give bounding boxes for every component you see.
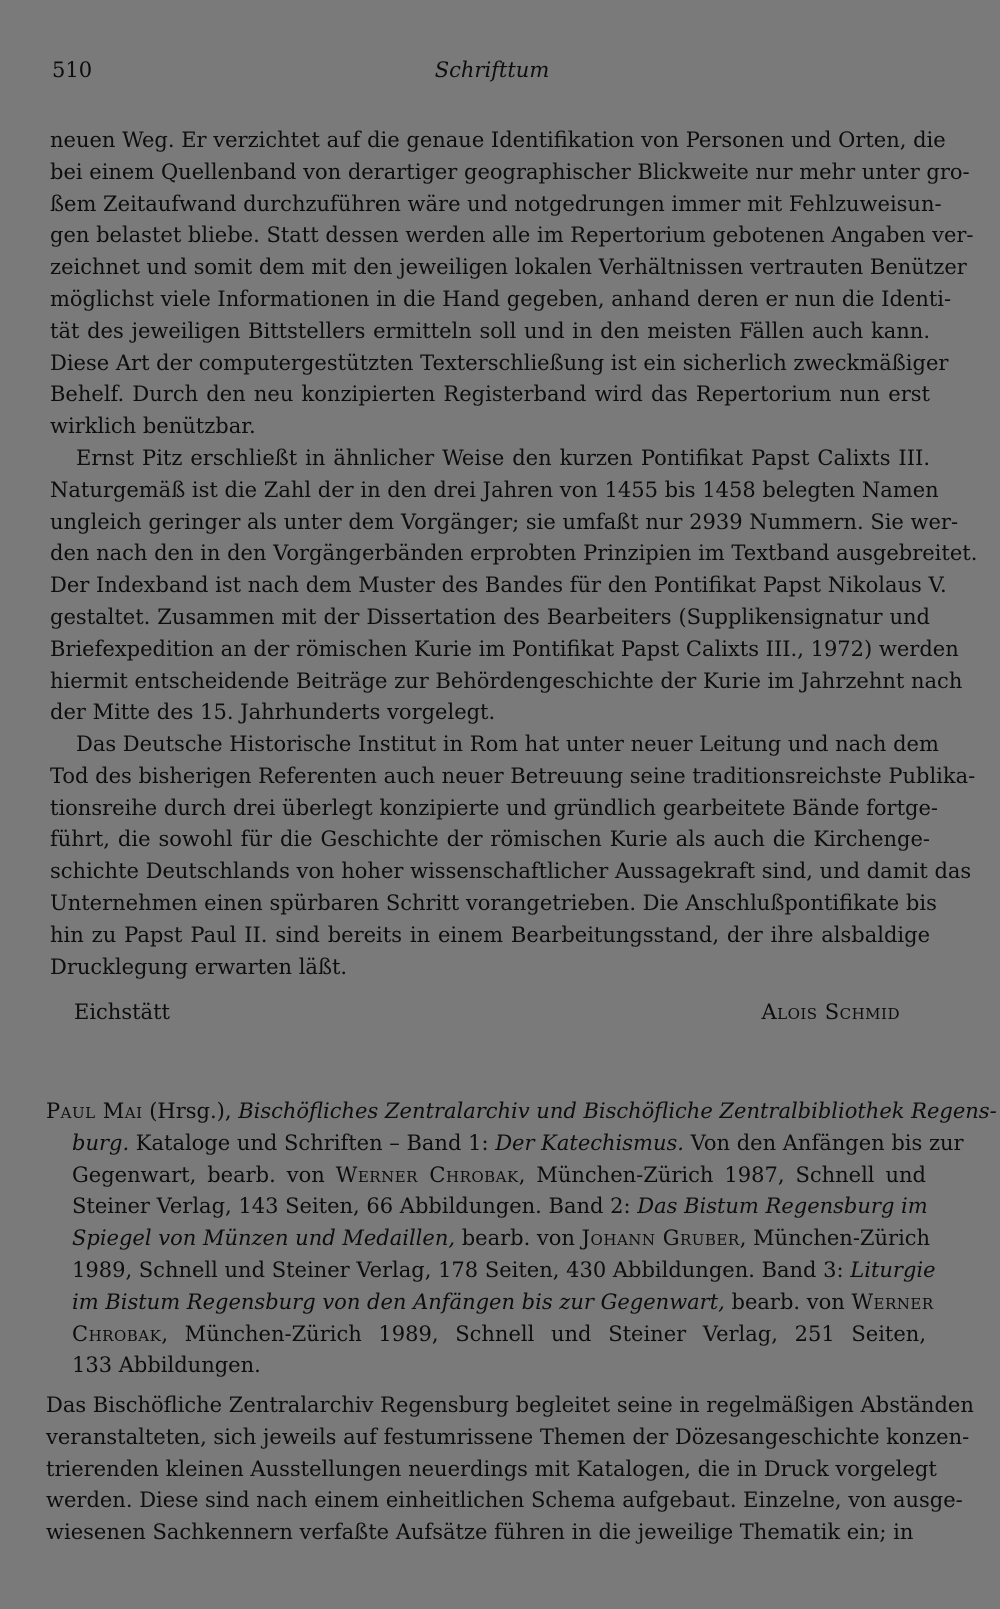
body-paragraph (50, 125, 974, 443)
text-line: Drucklegung erwarten läßt. (50, 954, 348, 979)
text-line: hin zu Papst Paul II. sind bereits in einem Bearbeitungsstand, der ihre alsbaldige (50, 922, 930, 947)
text-line: ßem Zeitaufwand durchzuführen wäre und notgedrungen immer mit Fehlzuweisun- (50, 191, 942, 216)
bib-text: Gegenwart, bearb. von (72, 1162, 336, 1187)
text-line: trierenden kleinen Ausstellungen neuerdings mit Katalogen, die in Druck vorgelegt (46, 1456, 937, 1481)
text-line: bei einem Quellenband von derartiger geographischer Blickweite nur mehr unter gro- (50, 159, 970, 184)
bib-text: , München-Zürich (739, 1226, 931, 1251)
bib-line (46, 1319, 926, 1351)
text-line: zeichnet und somit dem mit den jeweiligen lokalen Verhältnissen vertrauten Benützer (50, 255, 967, 280)
work-title: im Bistum Regensburg von den Anfängen bis zur Gegenwart, (72, 1289, 725, 1314)
text-line: der Mitte des 15. Jahrhunderts vorgelegt. (50, 700, 496, 725)
text-line: Das Deutsche Historische Institut in Rom hat unter neuer Leitung und nach dem (76, 732, 939, 756)
text-line: werden. Diese sind nach einem einheitlichen Schema aufgebaut. Einzelne, von ausge- (46, 1488, 963, 1513)
bib-text: Kataloge und Schriften – Band 1: (129, 1130, 496, 1155)
text-line: den nach den in den Vorgängerbänden erprobten Prinzipien im Textband ausgebreitet. (50, 541, 978, 566)
text-line: hiermit entscheidende Beiträge zur Behördengeschichte der Kurie im Jahrzehnt nach (50, 668, 963, 693)
bib-line (46, 1223, 931, 1255)
bib-text: , München-Zürich 1987, Schnell und (518, 1162, 926, 1187)
page-number: 510 (52, 58, 93, 82)
text-line: tionsreihe durch drei überlegt konzipierte und gründlich gearbeitete Bände fortge- (50, 795, 938, 820)
body-paragraph (50, 729, 976, 983)
text-line: veranstalteten, sich jeweils auf festumrissene Themen der Dözesangeschichte konzen- (46, 1424, 970, 1449)
signature-place: Eichstätt (74, 1000, 170, 1024)
author-name: Chrobak (72, 1321, 162, 1346)
author-name: Paul Mai (46, 1099, 143, 1123)
bib-line (46, 1096, 997, 1128)
text-line: wirklich benützbar. (50, 414, 256, 439)
body-paragraph (46, 1390, 974, 1549)
text-line: Unternehmen einen spürbaren Schritt vorangetrieben. Die Anschlußpontifikate bis (50, 890, 937, 915)
body-paragraph (50, 443, 978, 729)
text-line: Naturgemäß ist die Zahl der in den drei Jahren von 1455 bis 1458 belegten Namen (50, 477, 939, 502)
work-title: Das Bistum Regensburg im (637, 1194, 928, 1219)
text-line: Tod des bisherigen Referenten auch neuer Betreuung seine traditionsreichste Publika- (50, 763, 976, 788)
text-line: führt, die sowohl für die Geschichte der römischen Kurie als auch die Kirchenge- (50, 827, 930, 852)
text-line: Behelf. Durch den neu konzipierten Registerband wird das Repertorium nun erst (50, 382, 930, 407)
running-head: Schrifttum (434, 58, 550, 82)
bib-text: Von den Anfängen bis zur (683, 1130, 964, 1155)
signature-author: Alois Schmid (761, 1000, 900, 1024)
author-name: Werner (851, 1289, 934, 1314)
bibliographic-entry (46, 1096, 997, 1382)
bib-line (46, 1350, 926, 1382)
bib-text: Steiner Verlag, 143 Seiten, 66 Abbildungen. Band 2: (72, 1194, 638, 1219)
bib-line (46, 1191, 926, 1223)
work-title: Bischöfliches Zentralarchiv und Bischöfliche Zentralbibliothek Regens- (238, 1099, 997, 1123)
text-line: Diese Art der computergestützten Texterschließung ist ein sicherlich zweckmäßiger (50, 350, 949, 375)
text-line: schichte Deutschlands von hoher wissenschaftlicher Aussagekraft sind, und damit das (50, 859, 972, 884)
author-name: Johann Gruber (581, 1226, 740, 1251)
bib-line (46, 1160, 926, 1192)
author-name: Werner Chrobak (335, 1162, 519, 1187)
text-line: gen belastet bliebe. Statt dessen werden alle im Repertorium gebotenen Angaben ver- (50, 223, 974, 248)
text-line: möglichst viele Informationen in die Hand gegeben, anhand deren er nun die Identi- (50, 286, 952, 311)
text-line: gestaltet. Zusammen mit der Dissertation des Bearbeiters (Supplikensignatur und (50, 604, 930, 629)
bib-text: , München-Zürich 1989, Schnell und Steiner Verlag, 251 Seiten, (161, 1321, 926, 1346)
bib-text: bearb. von (724, 1289, 852, 1314)
bib-text: bearb. von (455, 1226, 582, 1251)
text-line: wiesenen Sachkennern verfaßte Aufsätze führen in die jeweilige Thematik ein; in (46, 1520, 914, 1545)
bib-text: 133 Abbildungen. (72, 1353, 261, 1378)
work-title: Spiegel von Münzen und Medaillen, (72, 1226, 456, 1251)
text-line: Das Bischöfliche Zentralarchiv Regensburg begleitet seine in regelmäßigen Abständen (46, 1393, 974, 1417)
bib-line (46, 1287, 934, 1319)
text-line: Ernst Pitz erschließt in ähnlicher Weise den kurzen Pontifikat Papst Calixts III. (76, 446, 930, 470)
page-header (52, 58, 932, 90)
work-title: burg. (72, 1130, 130, 1155)
work-title: Liturgie (850, 1257, 936, 1282)
bib-line (46, 1128, 964, 1160)
text-line: ungleich geringer als unter dem Vorgänger; sie umfaßt nur 2939 Nummern. Sie wer- (50, 509, 959, 534)
bib-line (46, 1255, 936, 1287)
text-line: neuen Weg. Er verzichtet auf die genaue Identifikation von Personen und Orten, die (50, 128, 946, 152)
review-signature (74, 1000, 900, 1032)
text-line: tät des jeweiligen Bittstellers ermitteln soll und in den meisten Fällen auch kann. (50, 318, 930, 343)
bib-text: 1989, Schnell und Steiner Verlag, 178 Seiten, 430 Abbildungen. Band 3: (72, 1257, 851, 1282)
work-title: Der Katechismus. (495, 1130, 684, 1155)
text-line: Briefexpedition an der römischen Kurie im Pontifikat Papst Calixts III., 1972) werden (50, 636, 959, 661)
text-line: Der Indexband ist nach dem Muster des Bandes für den Pontifikat Papst Nikolaus V. (50, 573, 947, 598)
bib-text: (Hrsg.), (142, 1099, 239, 1123)
